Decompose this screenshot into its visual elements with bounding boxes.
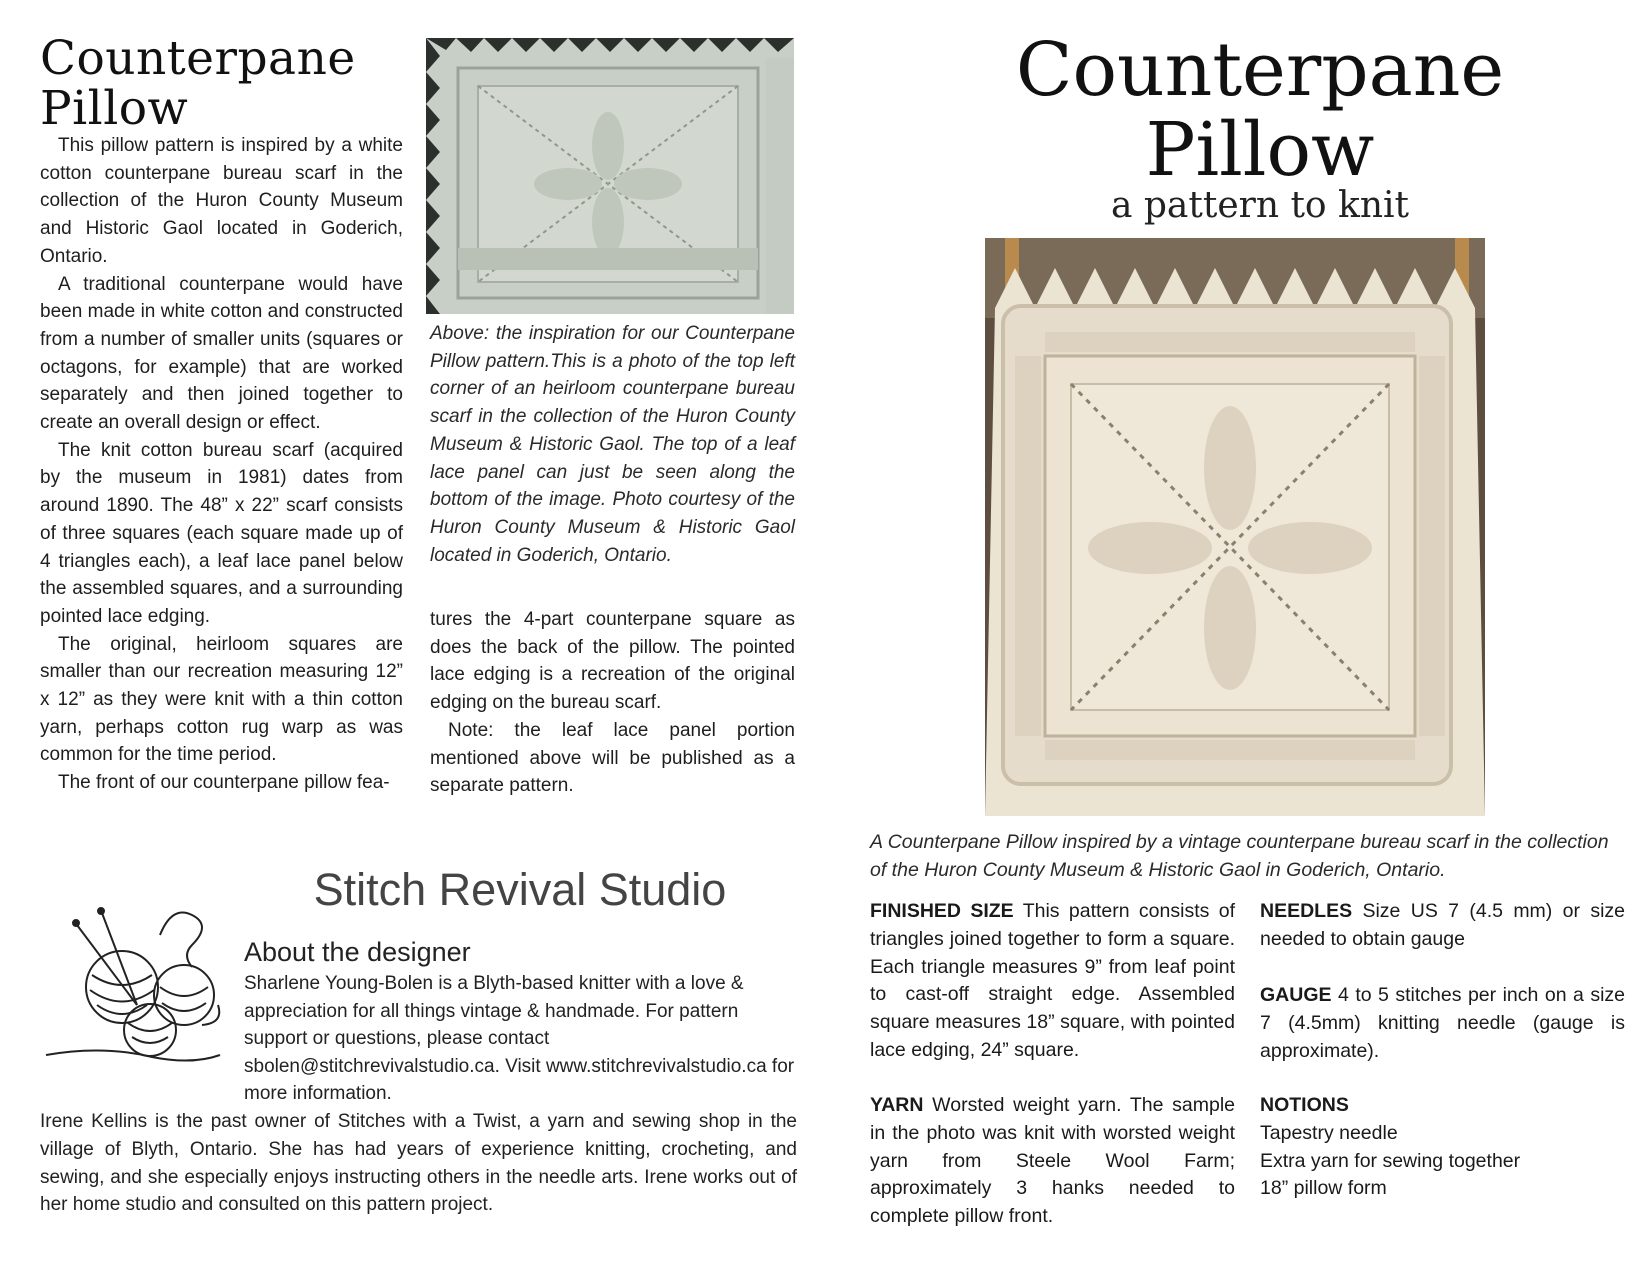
yarn-label: YARN xyxy=(870,1094,924,1116)
right-title-line2: Pillow xyxy=(1145,107,1375,193)
intro-paragraph: The front of our counterpane pillow fea- xyxy=(58,772,390,794)
left-title-line1: Counterpane xyxy=(40,31,356,86)
intro-paragraph: Note: the leaf lace panel portion mentioned above will be published as a separate pattern. xyxy=(430,719,795,797)
finished-size-text: This pattern consists of triangles joined together to form a square. Each triangle measures 9” from leaf point to cast-off straight edge. Assembled square measures 18” square, with pointed lace edging, 24” square. xyxy=(870,900,1235,1061)
finished-size-section xyxy=(870,898,1235,1065)
intro-paragraph: A traditional counterpane would have been made in white cotton and constructed from a number of smaller units (squares or octagons, for example) that are worked separately and then joined together to create an overall design or effect. xyxy=(40,273,403,434)
intro-paragraph: tures the 4-part counterpane square as does the back of the pillow. The pointed lace edging is a recreation of the original edging on the bureau scarf. xyxy=(430,609,795,714)
pillow-photo-caption: A Counterpane Pillow inspired by a vintage counterpane bureau scarf in the collection of the Huron County Museum & Historic Gaol in Goderich, Ontario. xyxy=(870,831,1609,881)
notions-section xyxy=(1260,1092,1625,1203)
notions-item: 18” pillow form xyxy=(1260,1177,1387,1200)
right-title-line1: Counterpane xyxy=(1015,27,1505,113)
notions-item: Extra yarn for sewing together xyxy=(1260,1149,1521,1172)
notions-label: NOTIONS xyxy=(1260,1094,1349,1116)
intro-paragraph: The original, heirloom squares are smaller than our recreation measuring 12” x 12” as they were knit with a thin cotton yarn, perhaps cotton rug warp as was common for the time period. xyxy=(40,633,403,766)
intro-column-continued xyxy=(430,606,795,800)
heirloom-photo-caption: Above: the inspiration for our Counterpane Pillow pattern.This is a photo of the top left corner of an heirloom counterpane bureau scarf in the collection of the Huron County Museum & Historic Gaol. The top of a leaf lace panel can just be seen along the bottom of the image. Photo courtesy of the Huron County Museum & Historic Gaol located in Goderich, Ontario. xyxy=(430,323,795,566)
notions-item: Tapestry needle xyxy=(1260,1121,1398,1144)
intro-column xyxy=(40,132,403,797)
yarn-balls-icon xyxy=(42,895,232,1070)
yarn-section xyxy=(870,1092,1235,1231)
heirloom-scarf-photo xyxy=(426,38,794,314)
gauge-label: GAUGE xyxy=(1260,984,1332,1006)
left-title xyxy=(40,31,400,136)
gauge-section xyxy=(1260,982,1625,1065)
needles-section xyxy=(1260,898,1625,954)
needles-label: NEEDLES xyxy=(1260,900,1353,922)
right-title xyxy=(910,27,1610,193)
intro-paragraph: This pillow pattern is inspired by a white cotton counterpane bureau scarf in the collection of the Huron County Museum and Historic Gaol located in Goderich, Ontario. xyxy=(40,135,403,267)
studio-name: Stitch Revival Studio xyxy=(313,864,727,915)
needles-text: Size US 7 (4.5 mm) or size needed to obtain gauge xyxy=(1260,900,1625,950)
about-designer-heading: About the designer xyxy=(244,937,471,967)
finished-size-label: FINISHED SIZE xyxy=(870,900,1014,922)
left-title-line2: Pillow xyxy=(40,81,189,136)
gauge-text: 4 to 5 stitches per inch on a size 7 (4.5mm) knitting needle (gauge is approximate). xyxy=(1260,984,1626,1062)
right-subtitle: a pattern to knit xyxy=(1110,185,1410,226)
contributor-bio: Irene Kellins is the past owner of Stitches with a Twist, a yarn and sewing shop in the village of Blyth, Ontario. She has had years of experience knitting, crocheting, and sewing, and she especially enjoys instructing others in the needle arts. Irene works out of her home studio and consulted on this pattern project. xyxy=(40,1111,797,1216)
pillow-photo xyxy=(985,238,1485,816)
about-designer-text: Sharlene Young-Bolen is a Blyth-based knitter with a love & appreciation for all things vintage & handmade. For pattern support or questions, please contact sbolen@stitchrevivalstudio.ca. Visit www.stitchrevivalstudio.ca for more information. xyxy=(244,973,795,1104)
yarn-text: Worsted weight yarn. The sample in the photo was knit with worsted weight yarn from Steele Wool Farm; approximately 3 hanks needed to complete pillow front. xyxy=(870,1094,1236,1228)
intro-paragraph: The knit cotton bureau scarf (acquired by the museum in 1981) dates from around 1890. The 48” x 22” scarf consists of three squares (each square made up of 4 triangles each), a leaf lace panel below the assembled squares, and a surrounding pointed lace edging. xyxy=(40,439,403,627)
